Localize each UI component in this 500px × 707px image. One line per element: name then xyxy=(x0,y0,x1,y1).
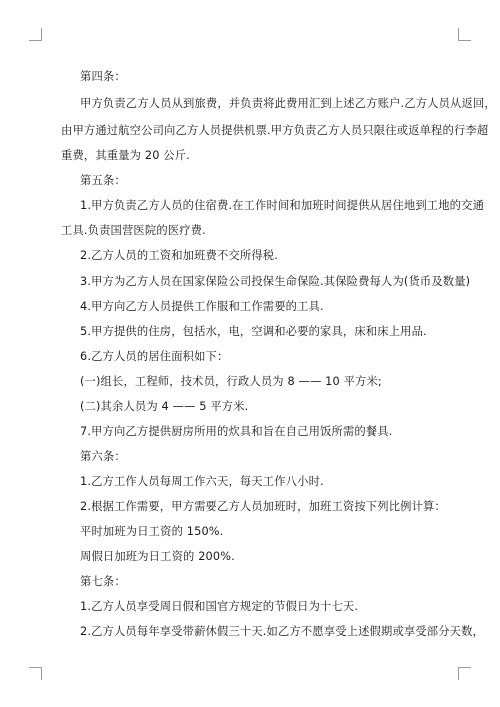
paragraph-line: (二)其余人员为 4 —— 5 平方米. xyxy=(80,400,249,413)
heading-article-7: 第七条： xyxy=(80,575,126,588)
paragraph-line: 1.甲方负责乙方人员的住宿费.在工作时间和加班时间提供从居住地到工地的交通 xyxy=(80,199,485,212)
paragraph-line: 2.根据工作需要，甲方需要乙方人员加班时，加班工资按下列比例计算： xyxy=(80,500,446,513)
paragraph-line: 2.乙方人员的工资和加班费不交所得税. xyxy=(80,249,278,262)
paragraph-line: 5.甲方提供的住房，包括水，电，空调和必要的家具，床和床上用品. xyxy=(80,325,427,338)
paragraph-line: 重费，其重量为 20 公斤. xyxy=(61,149,190,162)
crop-mark-bottom-left xyxy=(29,667,42,680)
heading-article-4: 第四条： xyxy=(80,70,126,83)
paragraph-line: 4.甲方向乙方人员提供工作服和工作需要的工具. xyxy=(80,300,324,313)
heading-article-5: 第五条： xyxy=(80,174,126,187)
paragraph-line: 由甲方通过航空公司向乙方人员提供机票.甲方负责乙方人员只限往或返单程的行李超 xyxy=(61,124,489,137)
heading-article-6: 第六条： xyxy=(80,450,126,463)
paragraph-line: 甲方负责乙方人员从到旅费，并负责将此费用汇到上述乙方账户.乙方人员从返回， xyxy=(80,97,496,110)
paragraph-line: 2.乙方人员每年享受带薪休假三十天.如乙方不愿享受上述假期或享受部分天数， xyxy=(80,625,485,638)
paragraph-line: 7.甲方向乙方提供厨房所用的炊具和旨在自己用饭所需的餐具. xyxy=(80,425,393,438)
paragraph-line: 6.乙方人员的居住面积如下： xyxy=(80,350,229,363)
paragraph-line: 3.甲方为乙方人员在国家保险公司投保生命保险.其保险费每人为(货币及数量) xyxy=(80,275,471,288)
paragraph-line: 周假日加班为日工资的 200%. xyxy=(80,550,235,563)
crop-mark-top-left xyxy=(29,28,42,41)
paragraph-line: 1.乙方工作人员每周工作六天，每天工作八小时. xyxy=(80,475,324,488)
crop-mark-top-right xyxy=(458,28,471,41)
paragraph-line: 工具.负责国营医院的医疗费. xyxy=(61,224,206,237)
crop-mark-bottom-right xyxy=(458,667,471,680)
paragraph-line: 1.乙方人员享受周日假和国官方规定的节假日为十七天. xyxy=(80,600,359,613)
paragraph-line: (一)组长，工程师，技术员，行政人员为 8 —— 10 平方米; xyxy=(80,375,382,388)
paragraph-line: 平时加班为日工资的 150%. xyxy=(80,525,224,538)
